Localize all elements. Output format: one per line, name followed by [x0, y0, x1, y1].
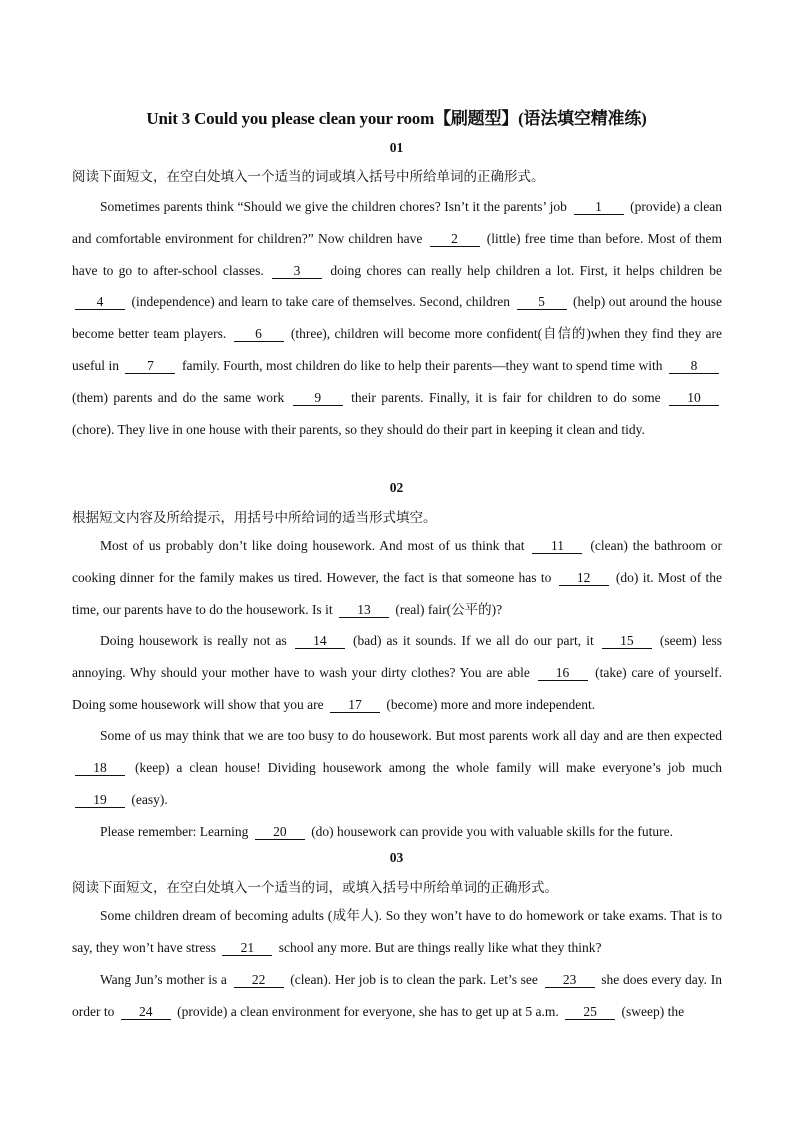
answer-blank-15[interactable]: 15: [602, 633, 652, 649]
section-instruction: 阅读下面短文，在空白处填入一个适当的词或填入括号中所给单词的正确形式。: [72, 169, 545, 184]
passage-text: (do) it. Most of the time, our parents have to do the housework. Is it: [72, 569, 722, 617]
passage-text: Doing housework is really not as: [100, 633, 292, 648]
answer-blank-20[interactable]: 20: [255, 824, 305, 840]
answer-blank-1[interactable]: 1: [574, 199, 624, 215]
answer-blank-23[interactable]: 23: [545, 972, 595, 988]
passage-paragraph: [72, 720, 722, 815]
passage-text: (do) housework can provide you with valuable skills for the future.: [307, 824, 673, 839]
passage-text: their parents. Finally, it is fair for children to do some: [345, 389, 666, 405]
answer-blank-8[interactable]: 8: [669, 358, 719, 374]
answer-blank-5[interactable]: 5: [517, 294, 567, 310]
passage-text: Most of us probably don’t like doing housework. And most of us think that: [100, 538, 530, 553]
passage-paragraph: [72, 625, 722, 720]
passage-text: (three), children will become more confident(自信的)when they find they are useful in: [72, 326, 723, 373]
passage-paragraph: [72, 530, 722, 625]
passage-text: (them) parents and do the same work: [72, 389, 290, 405]
passage-text: (provide) a clean environment for everyone, she has to get up at 5 a.m.: [173, 1003, 563, 1019]
passage-text: (take) care of yourself. Doing some housework will show that you are: [72, 664, 722, 712]
passage-text: (keep) a clean house! Dividing housework among the whole family will make everyone’s job much: [128, 759, 722, 775]
section-number: 03: [389, 850, 404, 865]
section-instruction: 根据短文内容及所给提示，用括号中所给词的适当形式填空。: [72, 510, 437, 525]
section-number: 02: [389, 480, 404, 495]
passage-text: school any more. But are things really like what they think?: [275, 939, 602, 955]
passage-paragraph: [72, 191, 722, 445]
passage-text: Some children dream of becoming adults (成年人). So they won’t have to do homework or take exams. That is to say, they won’t have stress: [72, 908, 722, 955]
passage-text: (bad) as it sounds. If we all do our part, it: [347, 633, 599, 648]
passage-text: (become) more and more independent.: [382, 696, 596, 712]
passage-paragraph: [72, 816, 722, 848]
answer-blank-4[interactable]: 4: [75, 294, 125, 310]
answer-blank-22[interactable]: 22: [234, 972, 284, 988]
passage-text: she does every day. In order to: [72, 972, 722, 1019]
answer-blank-21[interactable]: 21: [222, 940, 272, 956]
answer-blank-25[interactable]: 25: [565, 1004, 615, 1020]
passage-text: Wang Jun’s mother is a: [100, 972, 231, 987]
answer-blank-11[interactable]: 11: [532, 538, 582, 554]
passage-paragraph: [72, 900, 722, 964]
passage-text: doing chores can really help children a lot. First, it helps children be: [325, 262, 723, 278]
passage-text: (little) free time than before. Most of them have to go to after-school classes.: [72, 230, 722, 278]
passage-text: (help) out around the house become better team players.: [72, 294, 722, 342]
passage-text: Please remember: Learning: [100, 824, 252, 839]
answer-blank-16[interactable]: 16: [538, 665, 588, 681]
passage-paragraph: [72, 964, 722, 1028]
passage-text: (provide) a clean and comfortable environment for children?” Now children have: [72, 199, 722, 246]
answer-blank-7[interactable]: 7: [125, 358, 175, 374]
answer-blank-14[interactable]: 14: [295, 633, 345, 649]
passage-text: (easy).: [128, 791, 168, 807]
passage-text: (clean) the bathroom or cooking dinner for the family makes us tired. However, the fact is that someone has to: [72, 538, 722, 585]
passage-text: Sometimes parents think “Should we give the children chores? Isn’t it the parents’ job: [100, 199, 571, 214]
passage-text: (sweep) the: [618, 1003, 685, 1019]
answer-blank-13[interactable]: 13: [339, 602, 389, 618]
passage-text: (real) fair(公平的)?: [391, 601, 503, 617]
passage-text: Some of us may think that we are too busy to do housework. But most parents work all day and are then expected: [100, 728, 722, 743]
answer-blank-12[interactable]: 12: [559, 570, 609, 586]
passage-text: family. Fourth, most children do like to help their parents—they want to spend time with: [178, 357, 666, 373]
passage-text: (independence) and learn to take care of themselves. Second, children: [128, 294, 514, 310]
passage-text: (clean). Her job is to clean the park. Let’s see: [286, 972, 542, 987]
answer-blank-17[interactable]: 17: [330, 697, 380, 713]
answer-blank-19[interactable]: 19: [75, 792, 125, 808]
answer-blank-6[interactable]: 6: [234, 326, 284, 342]
answer-blank-24[interactable]: 24: [121, 1004, 171, 1020]
answer-blank-2[interactable]: 2: [430, 231, 480, 247]
section-instruction: 阅读下面短文，在空白处填入一个适当的词，或填入括号中所给单词的正确形式。: [72, 880, 558, 895]
passage-text: (seem) less annoying. Why should your mother have to wash your dirty clothes? You are able: [72, 633, 722, 680]
answer-blank-18[interactable]: 18: [75, 760, 125, 776]
answer-blank-9[interactable]: 9: [293, 390, 343, 406]
answer-blank-3[interactable]: 3: [272, 263, 322, 279]
answer-blank-10[interactable]: 10: [669, 390, 719, 406]
document-title: Unit 3 Could you please clean your room【刷题型】(语法填空精准练): [146, 109, 647, 128]
passage-text: (chore). They live in one house with their parents, so they should do their part in keeping it clean and tidy.: [72, 421, 645, 437]
section-number: 01: [389, 140, 404, 155]
